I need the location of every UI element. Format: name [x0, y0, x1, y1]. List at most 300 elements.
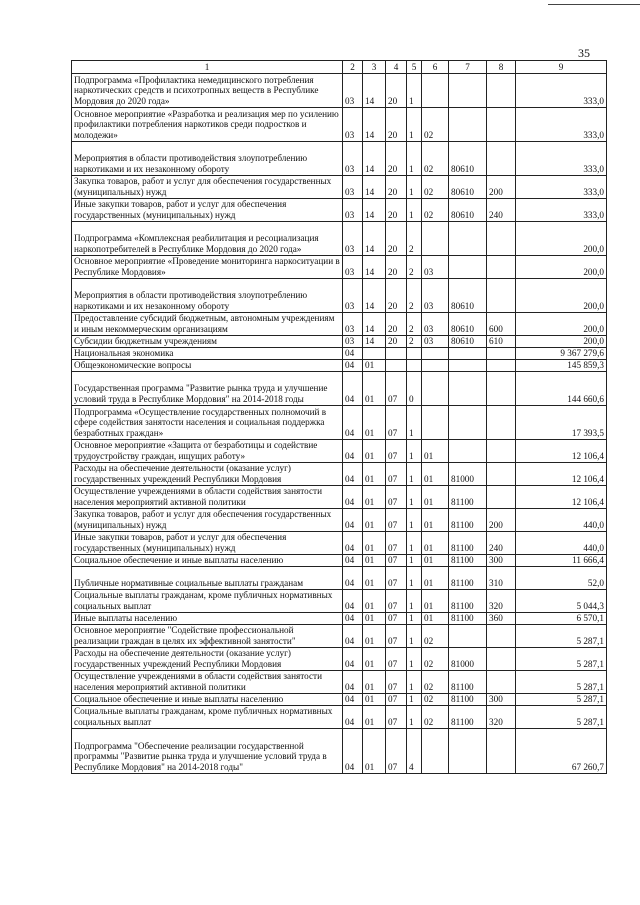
- row-name-cell: Осуществление учреждениями в области содействия занятости населения мероприятий активной политики: [72, 486, 343, 509]
- row-name-cell: Основное мероприятие «Защита от безработицы и содействие трудоустройству граждан, ищущих работу»: [72, 440, 343, 463]
- direction-code-cell: 80610: [449, 313, 487, 336]
- direction-code-cell: 81100: [449, 590, 487, 613]
- amount-cell: 333,0: [516, 142, 607, 176]
- subsection-code-cell: 14: [363, 256, 386, 279]
- section-code-cell: 04: [343, 348, 363, 360]
- subprogram-code-cell: 1: [407, 74, 422, 108]
- section-code-cell: 04: [343, 509, 363, 532]
- section-code-cell: 03: [343, 313, 363, 336]
- amount-cell: 200,0: [516, 313, 607, 336]
- row-name-cell: Подпрограмма "Обеспечение реализации государственной программы "Развитие рынка труда и улучшение условий труда в Республике Мордовия" на 2014-2018 годы": [72, 729, 343, 774]
- subprogram-code-cell: 0: [407, 372, 422, 406]
- amount-cell: 200,0: [516, 279, 607, 313]
- activity-code-cell: [422, 74, 449, 108]
- subprogram-code-cell: 1: [407, 694, 422, 706]
- row-name-cell: Расходы на обеспечение деятельности (оказание услуг) государственных учреждений Республики Мордовия: [72, 463, 343, 486]
- program-code-cell: 07: [386, 625, 407, 648]
- section-code-cell: 03: [343, 108, 363, 142]
- amount-cell: 440,0: [516, 509, 607, 532]
- row-name-cell: Субсидии бюджетным учреждениям: [72, 336, 343, 348]
- table-row: [72, 176, 607, 199]
- amount-cell: 67 260,7: [516, 729, 607, 774]
- amount-cell: 12 106,4: [516, 463, 607, 486]
- row-name-cell: Социальные выплаты гражданам, кроме публичных нормативных социальных выплат: [72, 590, 343, 613]
- subsection-code-cell: 01: [363, 406, 386, 440]
- direction-code-cell: 81000: [449, 648, 487, 671]
- amount-cell: 333,0: [516, 176, 607, 199]
- subprogram-code-cell: 4: [407, 729, 422, 774]
- program-code-cell: 07: [386, 590, 407, 613]
- table-row: [72, 590, 607, 613]
- activity-code-cell: 01: [422, 567, 449, 590]
- table-row: [72, 199, 607, 222]
- activity-code-cell: 03: [422, 279, 449, 313]
- table-row: [72, 256, 607, 279]
- table-row: [72, 406, 607, 440]
- program-code-cell: 07: [386, 671, 407, 694]
- subsection-code-cell: 01: [363, 648, 386, 671]
- subprogram-code-cell: 1: [407, 142, 422, 176]
- activity-code-cell: 02: [422, 108, 449, 142]
- expense-type-code-cell: 200: [487, 176, 516, 199]
- section-code-cell: 04: [343, 590, 363, 613]
- row-name-cell: Социальное обеспечение и иные выплаты населению: [72, 555, 343, 567]
- subprogram-code-cell: 1: [407, 440, 422, 463]
- subprogram-code-cell: 1: [407, 567, 422, 590]
- subsection-code-cell: 01: [363, 567, 386, 590]
- program-code-cell: 07: [386, 406, 407, 440]
- program-code-cell: 07: [386, 532, 407, 555]
- activity-code-cell: 02: [422, 199, 449, 222]
- program-code-cell: 20: [386, 108, 407, 142]
- amount-cell: 200,0: [516, 256, 607, 279]
- amount-cell: 333,0: [516, 108, 607, 142]
- activity-code-cell: [422, 348, 449, 360]
- table-row: [72, 222, 607, 256]
- table-row: [72, 706, 607, 729]
- direction-code-cell: [449, 372, 487, 406]
- section-code-cell: 04: [343, 555, 363, 567]
- column-header: 6: [422, 61, 449, 74]
- row-name-cell: Закупка товаров, работ и услуг для обеспечения государственных (муниципальных) нужд: [72, 509, 343, 532]
- activity-code-cell: [422, 406, 449, 440]
- program-code-cell: 07: [386, 613, 407, 625]
- row-name-cell: Расходы на обеспечение деятельности (оказание услуг) государственных учреждений Республики Мордовия: [72, 648, 343, 671]
- subsection-code-cell: 01: [363, 694, 386, 706]
- program-code-cell: 07: [386, 729, 407, 774]
- expense-type-code-cell: [487, 142, 516, 176]
- amount-cell: 5 287,1: [516, 706, 607, 729]
- table-row: [72, 567, 607, 590]
- subsection-code-cell: 01: [363, 671, 386, 694]
- subprogram-code-cell: 2: [407, 336, 422, 348]
- expense-type-code-cell: [487, 648, 516, 671]
- program-code-cell: 20: [386, 176, 407, 199]
- section-code-cell: 03: [343, 74, 363, 108]
- subprogram-code-cell: [407, 348, 422, 360]
- activity-code-cell: 02: [422, 625, 449, 648]
- expense-type-code-cell: 300: [487, 694, 516, 706]
- program-code-cell: 20: [386, 142, 407, 176]
- amount-cell: 12 106,4: [516, 440, 607, 463]
- budget-table: [71, 60, 607, 774]
- row-name-cell: Осуществление учреждениями в области содействия занятости населения мероприятий активной политики: [72, 671, 343, 694]
- table-row: [72, 613, 607, 625]
- table-row: [72, 74, 607, 108]
- activity-code-cell: 02: [422, 176, 449, 199]
- row-name-cell: Основное мероприятие «Проведение мониторинга наркоситуации в Республике Мордовия»: [72, 256, 343, 279]
- row-name-cell: Основное мероприятие "Содействие профессиональной реализации граждан в целях их эффективной занятости": [72, 625, 343, 648]
- direction-code-cell: [449, 440, 487, 463]
- expense-type-code-cell: [487, 406, 516, 440]
- table-row: [72, 729, 607, 774]
- subprogram-code-cell: 1: [407, 613, 422, 625]
- activity-code-cell: 03: [422, 256, 449, 279]
- subsection-code-cell: 14: [363, 313, 386, 336]
- program-code-cell: 20: [386, 313, 407, 336]
- section-code-cell: 04: [343, 694, 363, 706]
- program-code-cell: [386, 360, 407, 372]
- amount-cell: 6 570,1: [516, 613, 607, 625]
- subprogram-code-cell: 1: [407, 108, 422, 142]
- expense-type-code-cell: 200: [487, 509, 516, 532]
- expense-type-code-cell: 310: [487, 567, 516, 590]
- section-code-cell: 03: [343, 222, 363, 256]
- direction-code-cell: [449, 406, 487, 440]
- row-name-cell: Предоставление субсидий бюджетным, автономным учреждениям и иным некоммерческим организациям: [72, 313, 343, 336]
- column-header: 3: [363, 61, 386, 74]
- row-name-cell: Закупка товаров, работ и услуг для обеспечения государственных (муниципальных) нужд: [72, 176, 343, 199]
- activity-code-cell: 02: [422, 142, 449, 176]
- column-header: 7: [449, 61, 487, 74]
- row-name-cell: Публичные нормативные социальные выплаты гражданам: [72, 567, 343, 590]
- subsection-code-cell: 01: [363, 486, 386, 509]
- direction-code-cell: 80610: [449, 279, 487, 313]
- amount-cell: 11 666,4: [516, 555, 607, 567]
- section-code-cell: 04: [343, 440, 363, 463]
- program-code-cell: 07: [386, 567, 407, 590]
- activity-code-cell: 03: [422, 336, 449, 348]
- amount-cell: 5 287,1: [516, 648, 607, 671]
- subsection-code-cell: 14: [363, 176, 386, 199]
- direction-code-cell: 80610: [449, 336, 487, 348]
- subsection-code-cell: 14: [363, 279, 386, 313]
- table-body: [72, 74, 607, 774]
- table-row: [72, 532, 607, 555]
- expense-type-code-cell: [487, 671, 516, 694]
- program-code-cell: [386, 348, 407, 360]
- activity-code-cell: [422, 729, 449, 774]
- program-code-cell: 07: [386, 706, 407, 729]
- row-name-cell: Мероприятия в области противодействия злоупотреблению наркотиками и их незаконному обороту: [72, 279, 343, 313]
- direction-code-cell: [449, 222, 487, 256]
- table-row: [72, 486, 607, 509]
- amount-cell: 333,0: [516, 199, 607, 222]
- expense-type-code-cell: [487, 625, 516, 648]
- subprogram-code-cell: 1: [407, 486, 422, 509]
- table-row: [72, 463, 607, 486]
- expense-type-code-cell: [487, 256, 516, 279]
- section-code-cell: 04: [343, 671, 363, 694]
- subsection-code-cell: 01: [363, 625, 386, 648]
- table-row: [72, 625, 607, 648]
- subsection-code-cell: 14: [363, 222, 386, 256]
- section-code-cell: 04: [343, 532, 363, 555]
- amount-cell: 5 287,1: [516, 625, 607, 648]
- activity-code-cell: 01: [422, 590, 449, 613]
- expense-type-code-cell: [487, 372, 516, 406]
- activity-code-cell: [422, 360, 449, 372]
- section-code-cell: 03: [343, 142, 363, 176]
- table-header-row: [72, 61, 607, 74]
- subsection-code-cell: 14: [363, 74, 386, 108]
- subsection-code-cell: [363, 348, 386, 360]
- page-number: 35: [578, 46, 590, 60]
- table-row: [72, 648, 607, 671]
- row-name-cell: Подпрограмма «Комплексная реабилитация и ресоциализация наркопотребителей в Республике Мордовия до 2020 года»: [72, 222, 343, 256]
- section-code-cell: 03: [343, 279, 363, 313]
- subsection-code-cell: 01: [363, 440, 386, 463]
- subprogram-code-cell: 1: [407, 625, 422, 648]
- expense-type-code-cell: [487, 486, 516, 509]
- activity-code-cell: 02: [422, 648, 449, 671]
- table-row: [72, 336, 607, 348]
- direction-code-cell: 81100: [449, 613, 487, 625]
- subprogram-code-cell: 1: [407, 648, 422, 671]
- subprogram-code-cell: 1: [407, 671, 422, 694]
- subsection-code-cell: 14: [363, 108, 386, 142]
- section-code-cell: 03: [343, 336, 363, 348]
- expense-type-code-cell: [487, 222, 516, 256]
- subsection-code-cell: 01: [363, 555, 386, 567]
- activity-code-cell: [422, 372, 449, 406]
- expense-type-code-cell: [487, 729, 516, 774]
- program-code-cell: 20: [386, 222, 407, 256]
- section-code-cell: 04: [343, 648, 363, 671]
- direction-code-cell: [449, 256, 487, 279]
- expense-type-code-cell: [487, 74, 516, 108]
- row-name-cell: Национальная экономика: [72, 348, 343, 360]
- expense-type-code-cell: [487, 440, 516, 463]
- subprogram-code-cell: 1: [407, 463, 422, 486]
- subprogram-code-cell: 2: [407, 279, 422, 313]
- direction-code-cell: 81100: [449, 555, 487, 567]
- subsection-code-cell: 01: [363, 532, 386, 555]
- table-row: [72, 360, 607, 372]
- amount-cell: 17 393,5: [516, 406, 607, 440]
- program-code-cell: 07: [386, 555, 407, 567]
- program-code-cell: 20: [386, 74, 407, 108]
- activity-code-cell: [422, 222, 449, 256]
- top-rule: [548, 4, 640, 5]
- subprogram-code-cell: 1: [407, 176, 422, 199]
- table-row: [72, 279, 607, 313]
- expense-type-code-cell: 360: [487, 613, 516, 625]
- subprogram-code-cell: 1: [407, 706, 422, 729]
- direction-code-cell: 81100: [449, 671, 487, 694]
- section-code-cell: 04: [343, 567, 363, 590]
- section-code-cell: 04: [343, 463, 363, 486]
- direction-code-cell: 80610: [449, 199, 487, 222]
- direction-code-cell: 81100: [449, 486, 487, 509]
- direction-code-cell: [449, 348, 487, 360]
- expense-type-code-cell: [487, 348, 516, 360]
- row-name-cell: Иные закупки товаров, работ и услуг для обеспечения государственных (муниципальных) нужд: [72, 199, 343, 222]
- section-code-cell: 04: [343, 406, 363, 440]
- program-code-cell: 20: [386, 199, 407, 222]
- activity-code-cell: 01: [422, 613, 449, 625]
- section-code-cell: 04: [343, 372, 363, 406]
- direction-code-cell: 81000: [449, 463, 487, 486]
- direction-code-cell: [449, 625, 487, 648]
- subsection-code-cell: 01: [363, 706, 386, 729]
- subprogram-code-cell: 1: [407, 532, 422, 555]
- activity-code-cell: 01: [422, 532, 449, 555]
- row-name-cell: Социальные выплаты гражданам, кроме публичных нормативных социальных выплат: [72, 706, 343, 729]
- row-name-cell: Подпрограмма «Осуществление государственных полномочий в сфере содействия занятости населения и социальная поддержка безработных граждан»: [72, 406, 343, 440]
- table-row: [72, 142, 607, 176]
- column-header: 9: [516, 61, 607, 74]
- amount-cell: 200,0: [516, 222, 607, 256]
- expense-type-code-cell: 320: [487, 706, 516, 729]
- column-header: 1: [72, 61, 343, 74]
- program-code-cell: 20: [386, 279, 407, 313]
- amount-cell: 12 106,4: [516, 486, 607, 509]
- amount-cell: 145 859,3: [516, 360, 607, 372]
- activity-code-cell: 01: [422, 509, 449, 532]
- expense-type-code-cell: 240: [487, 199, 516, 222]
- direction-code-cell: [449, 74, 487, 108]
- section-code-cell: 04: [343, 360, 363, 372]
- table-row: [72, 372, 607, 406]
- subprogram-code-cell: 2: [407, 222, 422, 256]
- expense-type-code-cell: [487, 463, 516, 486]
- direction-code-cell: 81100: [449, 706, 487, 729]
- program-code-cell: 07: [386, 463, 407, 486]
- row-name-cell: Иные закупки товаров, работ и услуг для обеспечения государственных (муниципальных) нужд: [72, 532, 343, 555]
- subsection-code-cell: 01: [363, 360, 386, 372]
- program-code-cell: 07: [386, 440, 407, 463]
- direction-code-cell: 81100: [449, 567, 487, 590]
- subsection-code-cell: 01: [363, 729, 386, 774]
- table-row: [72, 694, 607, 706]
- expense-type-code-cell: 300: [487, 555, 516, 567]
- activity-code-cell: 02: [422, 694, 449, 706]
- subsection-code-cell: 01: [363, 613, 386, 625]
- program-code-cell: 07: [386, 486, 407, 509]
- section-code-cell: 04: [343, 729, 363, 774]
- table-row: [72, 348, 607, 360]
- direction-code-cell: [449, 729, 487, 774]
- amount-cell: 5 287,1: [516, 694, 607, 706]
- amount-cell: 5 287,1: [516, 671, 607, 694]
- subprogram-code-cell: 1: [407, 509, 422, 532]
- amount-cell: 144 660,6: [516, 372, 607, 406]
- activity-code-cell: 01: [422, 555, 449, 567]
- column-header: 5: [407, 61, 422, 74]
- activity-code-cell: 01: [422, 440, 449, 463]
- direction-code-cell: 81100: [449, 532, 487, 555]
- expense-type-code-cell: [487, 279, 516, 313]
- amount-cell: 440,0: [516, 532, 607, 555]
- table-row: [72, 440, 607, 463]
- direction-code-cell: 81100: [449, 509, 487, 532]
- amount-cell: 52,0: [516, 567, 607, 590]
- row-name-cell: Подпрограмма «Профилактика немедицинского потребления наркотических средств и психотропных веществ в Республике Мордовия до 2020 года»: [72, 74, 343, 108]
- amount-cell: 333,0: [516, 74, 607, 108]
- subprogram-code-cell: 1: [407, 406, 422, 440]
- section-code-cell: 04: [343, 706, 363, 729]
- program-code-cell: 20: [386, 336, 407, 348]
- section-code-cell: 03: [343, 256, 363, 279]
- amount-cell: 9 367 279,6: [516, 348, 607, 360]
- row-name-cell: Социальное обеспечение и иные выплаты населению: [72, 694, 343, 706]
- row-name-cell: Общеэкономические вопросы: [72, 360, 343, 372]
- amount-cell: 200,0: [516, 336, 607, 348]
- subprogram-code-cell: 1: [407, 555, 422, 567]
- subprogram-code-cell: 2: [407, 313, 422, 336]
- subprogram-code-cell: [407, 360, 422, 372]
- program-code-cell: 07: [386, 648, 407, 671]
- program-code-cell: 07: [386, 509, 407, 532]
- section-code-cell: 04: [343, 613, 363, 625]
- table-row: [72, 509, 607, 532]
- activity-code-cell: 01: [422, 486, 449, 509]
- subsection-code-cell: 14: [363, 142, 386, 176]
- direction-code-cell: 81100: [449, 694, 487, 706]
- direction-code-cell: [449, 360, 487, 372]
- subsection-code-cell: 14: [363, 336, 386, 348]
- expense-type-code-cell: 600: [487, 313, 516, 336]
- section-code-cell: 03: [343, 199, 363, 222]
- subsection-code-cell: 01: [363, 509, 386, 532]
- expense-type-code-cell: 610: [487, 336, 516, 348]
- column-header: 4: [386, 61, 407, 74]
- table-row: [72, 555, 607, 567]
- direction-code-cell: 80610: [449, 142, 487, 176]
- activity-code-cell: 03: [422, 313, 449, 336]
- activity-code-cell: 02: [422, 706, 449, 729]
- table-row: [72, 671, 607, 694]
- expense-type-code-cell: 320: [487, 590, 516, 613]
- row-name-cell: Государственная программа "Развитие рынка труда и улучшение условий труда в Республике Мордовия" на 2014-2018 годы: [72, 372, 343, 406]
- subsection-code-cell: 01: [363, 590, 386, 613]
- direction-code-cell: [449, 108, 487, 142]
- table-row: [72, 313, 607, 336]
- row-name-cell: Иные выплаты населению: [72, 613, 343, 625]
- expense-type-code-cell: [487, 360, 516, 372]
- section-code-cell: 03: [343, 176, 363, 199]
- program-code-cell: 07: [386, 694, 407, 706]
- column-header: 8: [487, 61, 516, 74]
- direction-code-cell: 80610: [449, 176, 487, 199]
- program-code-cell: 20: [386, 256, 407, 279]
- row-name-cell: Основное мероприятие «Разработка и реализация мер по усилению профилактики потребления наркотиков среди подростков и молодежи»: [72, 108, 343, 142]
- amount-cell: 5 044,3: [516, 590, 607, 613]
- subsection-code-cell: 01: [363, 463, 386, 486]
- program-code-cell: 07: [386, 372, 407, 406]
- subprogram-code-cell: 1: [407, 590, 422, 613]
- subprogram-code-cell: 1: [407, 199, 422, 222]
- section-code-cell: 04: [343, 625, 363, 648]
- column-header: 2: [343, 61, 363, 74]
- activity-code-cell: 02: [422, 671, 449, 694]
- row-name-cell: Мероприятия в области противодействия злоупотреблению наркотиками и их незаконному обороту: [72, 142, 343, 176]
- section-code-cell: 04: [343, 486, 363, 509]
- subsection-code-cell: 14: [363, 199, 386, 222]
- subsection-code-cell: 01: [363, 372, 386, 406]
- expense-type-code-cell: [487, 108, 516, 142]
